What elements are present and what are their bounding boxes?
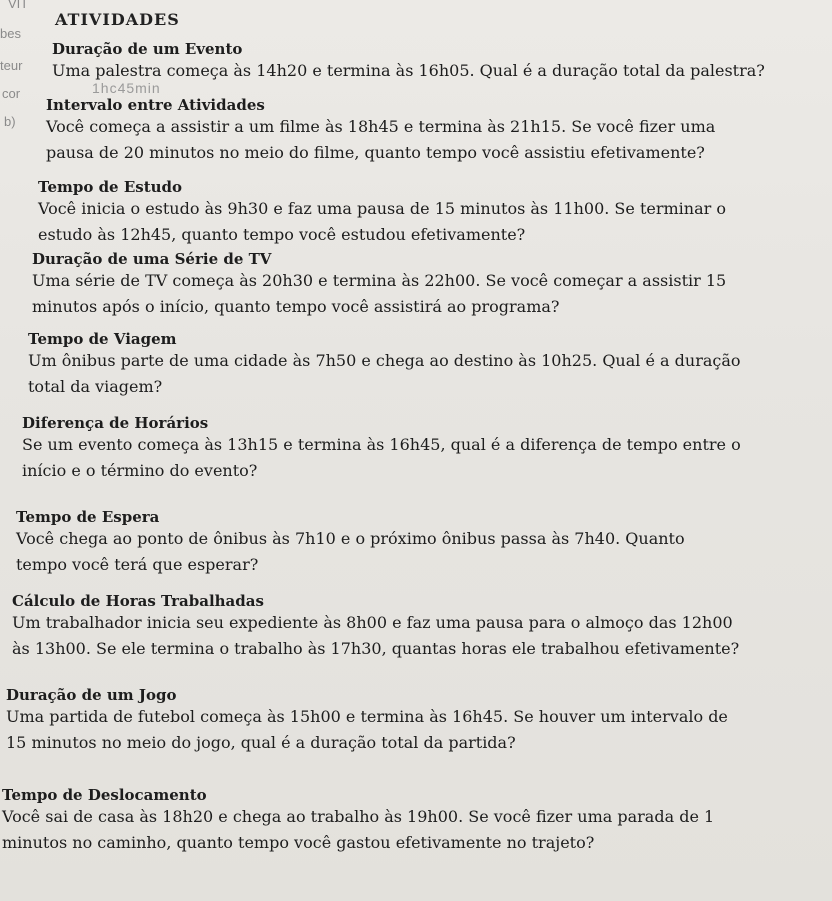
margin-note: b): [4, 114, 16, 129]
margin-note: bes: [0, 26, 21, 41]
question-line: minutos no caminho, quanto tempo você gastou efetivamente no trajeto?: [2, 833, 595, 852]
question-line: Se um evento começa às 13h15 e termina às 16h45, qual é a diferença de tempo entre o: [22, 435, 741, 454]
question-line: pausa de 20 minutos no meio do filme, quanto tempo você assistiu efetivamente?: [46, 143, 705, 162]
page-title: ATIVIDADES: [55, 10, 180, 29]
question-title: Tempo de Estudo: [38, 178, 183, 196]
question-5: [28, 330, 741, 400]
question-line: Você inicia o estudo às 9h30 e faz uma pausa de 15 minutos às 11h00. Se terminar o: [38, 199, 726, 218]
question-line: 15 minutos no meio do jogo, qual é a duração total da partida?: [6, 733, 516, 752]
margin-note: VIT: [8, 0, 29, 11]
question-title: Tempo de Espera: [16, 508, 160, 526]
question-line: Uma série de TV começa às 20h30 e termina às 22h00. Se você começar a assistir 15: [32, 271, 727, 290]
question-10: [2, 786, 714, 856]
question-7: [16, 508, 685, 578]
question-title: Cálculo de Horas Trabalhadas: [12, 592, 264, 610]
question-line: Um trabalhador inicia seu expediente às 8h00 e faz uma pausa para o almoço das 12h00: [12, 613, 733, 632]
question-line: estudo às 12h45, quanto tempo você estudou efetivamente?: [38, 225, 526, 244]
question-title: Duração de uma Série de TV: [32, 250, 272, 268]
question-2: [46, 96, 715, 166]
question-title: Duração de um Jogo: [6, 686, 177, 704]
question-line: tempo você terá que esperar?: [16, 555, 259, 574]
question-line: minutos após o início, quanto tempo você assistirá ao programa?: [32, 297, 560, 316]
question-4: [32, 250, 726, 320]
question-title: Duração de um Evento: [52, 40, 243, 58]
question-title: Diferença de Horários: [22, 414, 209, 432]
question-title: Tempo de Deslocamento: [2, 786, 207, 804]
question-line: Uma palestra começa às 14h20 e termina às 16h05. Qual é a duração total da palestra?: [52, 61, 765, 80]
question-line: Um ônibus parte de uma cidade às 7h50 e chega ao destino às 10h25. Qual é a duração: [28, 351, 741, 370]
margin-note: teur: [0, 58, 23, 73]
handwritten-note: 1hc45min: [92, 80, 161, 96]
question-line: Uma partida de futebol começa às 15h00 e termina às 16h45. Se houver um intervalo de: [6, 707, 728, 726]
question-3: [38, 178, 726, 248]
question-line: Você chega ao ponto de ônibus às 7h10 e o próximo ônibus passa às 7h40. Quanto: [16, 529, 685, 548]
question-line: início e o término do evento?: [22, 461, 258, 480]
margin-note: cor: [2, 86, 21, 101]
question-1: [52, 40, 765, 84]
question-9: [6, 686, 728, 756]
question-title: Tempo de Viagem: [28, 330, 177, 348]
question-line: Você começa a assistir a um filme às 18h45 e termina às 21h15. Se você fizer uma: [46, 117, 716, 136]
question-title: Intervalo entre Atividades: [46, 96, 265, 114]
question-6: [22, 414, 741, 484]
question-line: às 13h00. Se ele termina o trabalho às 17h30, quantas horas ele trabalhou efetivamente?: [12, 639, 740, 658]
question-8: [12, 592, 739, 662]
question-line: total da viagem?: [28, 377, 163, 396]
question-line: Você sai de casa às 18h20 e chega ao trabalho às 19h00. Se você fizer uma parada de 1: [2, 807, 715, 826]
